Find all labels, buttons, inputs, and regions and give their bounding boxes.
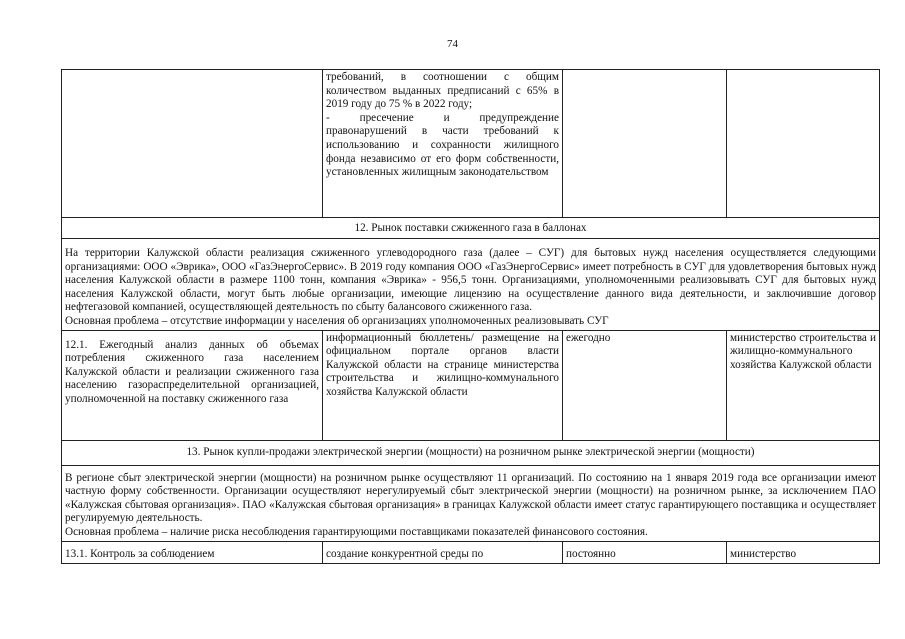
measure-cell: 12.1. Ежегодный анализ данных об объемах потребления сжиженного газа населением Калужской области и реализации сжиженного газа населению газораспределительной организацией, уполномоченной на поставку сжиженного газа (62, 330, 323, 440)
section-12-text: На территории Калужской области реализация сжиженного углеводородного газа (далее – СУГ) для бытовых нужд населения осуществляется следующими организациями: ООО «Эврика», ООО «ГазЭнергоСервис». В 2019 году компания ООО «ГазЭнергоСервис» имеет потребность в СУГ для удовлетворения бытовых нужд населения Калужской области в размере 1100 тонн, компания «Эврика» - 956,5 тонн. Организациями, уполномоченными реализовывать СУГ для бытовых нужд населения Калужской области, могут быть любые организации, имеющие лицензию на осуществление данного вида деятельности, и заключившие договор нефтегазовой компанией, осуществляющей деятельность по сбыту балансового сжиженного газа. (65, 247, 876, 314)
responsible-cell: министерство строительства и жилищно-коммунального хозяйства Калужской области (727, 330, 880, 440)
section-heading-row (62, 218, 880, 239)
section-12-description (62, 239, 880, 331)
section-13-problem: Основная проблема – наличие риска несоблюдения гарантирующими поставщиками показателей финансового состояния. (65, 525, 648, 538)
page-number: 74 (447, 38, 458, 50)
section-12-heading: 12. Рынок поставки сжиженного газа в баллонах (62, 218, 880, 239)
section-13-heading: 13. Рынок купли-продажи электрической энергии (мощности) на розничном рынке электрической энергии (мощности) (62, 440, 880, 465)
section-12-problem: Основная проблема – отсутствие информации у населения об организациях уполномоченных реализовывать СУГ (65, 314, 609, 327)
table-row (62, 330, 880, 440)
measure-cell (62, 70, 323, 218)
deadline-cell: ежегодно (563, 330, 727, 440)
result-cell: требований, в соотношении с общим количеством выданных предписаний с 65% в 2019 году до 75 % в 2022 году; - пресечение и предупреждение правонарушений в части требований к использованию и сохранности жилищного фонда независимо от его форм собственности, установленных жилищным законодательством (323, 70, 563, 218)
responsible-cell: министерство (727, 541, 880, 563)
responsible-cell (727, 70, 880, 218)
deadline-cell (563, 70, 727, 218)
measure-cell: 13.1. Контроль за соблюдением (62, 541, 323, 563)
section-description-row (62, 239, 880, 331)
table-row (62, 541, 880, 563)
section-13-text: В регионе сбыт электрической энергии (мощности) на розничном рынке осуществляют 11 организаций. По состоянию на 1 января 2019 года все организации имеют частную форму собственности. Организации осуществляют нерегулируемый сбыт электрической энергии (мощности) на розничном рынке, за исключением ПАО «Калужская сбытовая организация». ПАО «Калужская сбытовая организация» в границах Калужской области имеет статус гарантирующего поставщика и осуществляет регулируемую деятельность. (65, 471, 876, 525)
section-13-description (62, 465, 880, 541)
section-description-row (62, 465, 880, 541)
section-heading-row (62, 440, 880, 465)
deadline-cell: постоянно (563, 541, 727, 563)
result-cell: информационный бюллетень/ размещение на официальном портале органов власти Калужской области на странице министерства строительства и жилищно-коммунального хозяйства Калужской области (323, 330, 563, 440)
result-cell: создание конкурентной среды по (323, 541, 563, 563)
table-row (62, 70, 880, 218)
measures-table (61, 69, 880, 564)
